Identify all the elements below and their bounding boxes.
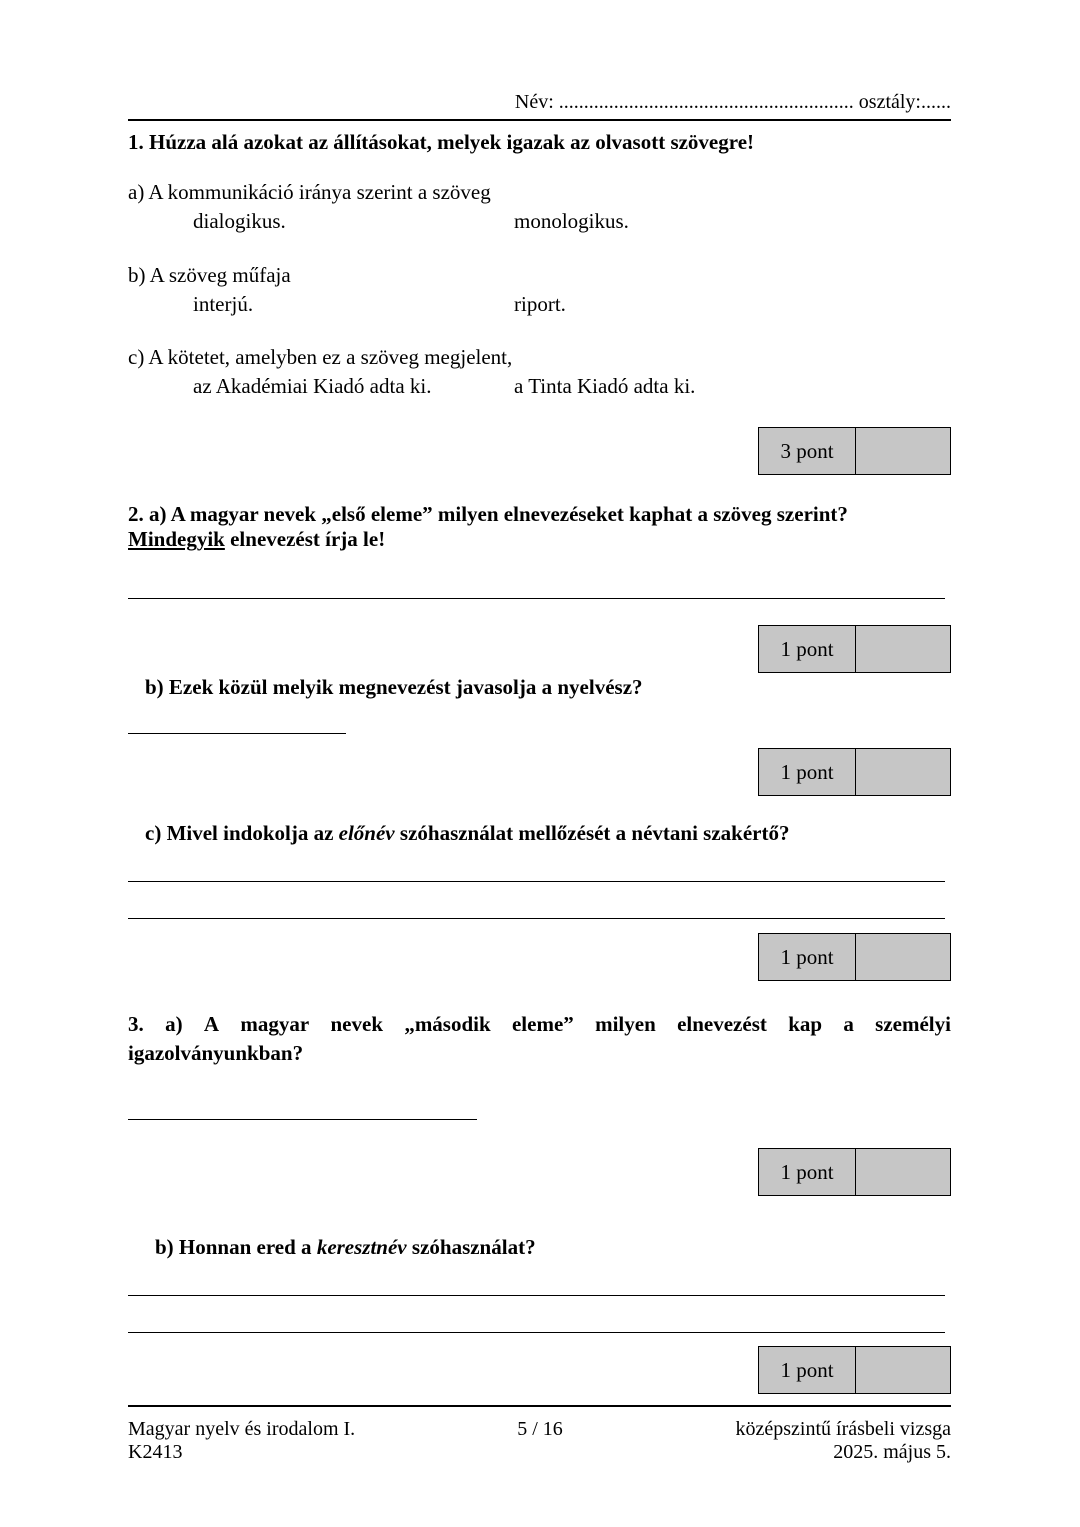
q3-a-word: elnevezést (677, 1012, 767, 1036)
score-input[interactable] (856, 428, 950, 474)
footer-page-number: 5 / 16 (517, 1418, 563, 1440)
q2-a-score-box (758, 625, 951, 673)
q3-a-word: a (843, 1012, 854, 1036)
q1-score-box (758, 427, 951, 475)
q3-a-question (128, 1012, 951, 1036)
q2-c-question (145, 821, 790, 845)
q3-a-word: kap (788, 1012, 823, 1036)
q2-c-text-pre: c) Mivel indokolja az (145, 821, 339, 845)
q3-a-word: magyar (240, 1012, 310, 1036)
score-input[interactable] (856, 1347, 950, 1393)
q1-a-option-dialogikus[interactable]: dialogikus. (193, 209, 286, 233)
q3-b-term: keresztnév (316, 1235, 407, 1259)
q2-c-text-post: szóhasználat mellőzését a névtani szakértő? (394, 821, 790, 845)
footer-code: K2413 (128, 1441, 183, 1463)
q1-a-stem: a) A kommunikáció iránya szerint a szöveg (128, 180, 491, 204)
q2-c-answer-line-1[interactable] (128, 881, 945, 882)
score-label: 1 pont (780, 1358, 834, 1382)
q3-a-word: 3. (128, 1012, 144, 1036)
name-class-field[interactable]: Név: ........................................................... osztály:...... (514, 91, 951, 113)
q2-a-instruction (128, 527, 385, 551)
score-label: 3 pont (780, 439, 834, 463)
q3-a-question-cont: igazolványunkban? (128, 1041, 304, 1065)
q1-b-option-interju[interactable]: interjú. (193, 292, 254, 316)
q3-a-word: nevek (330, 1012, 383, 1036)
q2-b-answer-line[interactable] (128, 733, 346, 734)
q3-a-score-box (758, 1148, 951, 1196)
q3-b-answer-line-1[interactable] (128, 1295, 945, 1296)
q3-a-word: „második (404, 1012, 491, 1036)
q1-a-option-monologikus[interactable]: monologikus. (514, 209, 629, 233)
q3-a-answer-line[interactable] (128, 1119, 477, 1120)
q3-a-word: személyi (875, 1012, 951, 1036)
q3-b-score-box (758, 1346, 951, 1394)
q3-a-word: eleme” (511, 1012, 574, 1036)
score-input[interactable] (856, 626, 950, 672)
q2-b-score-box (758, 748, 951, 796)
q1-b-option-riport[interactable]: riport. (514, 292, 566, 316)
q3-b-answer-line-2[interactable] (128, 1332, 945, 1333)
q1-title: 1. Húzza alá azokat az állításokat, melyek igazak az olvasott szövegre! (128, 130, 755, 154)
footer-rule (128, 1405, 951, 1407)
q3-b-text-post: szóhasználat? (406, 1235, 536, 1259)
score-input[interactable] (856, 749, 950, 795)
footer-date: 2025. május 5. (833, 1441, 951, 1463)
q3-a-word: A (203, 1012, 220, 1036)
q2-c-score-box (758, 933, 951, 981)
score-label: 1 pont (780, 945, 834, 969)
score-input[interactable] (856, 1149, 950, 1195)
header-rule (128, 119, 951, 121)
q1-c-option-akademiai[interactable]: az Akadémiai Kiadó adta ki. (193, 374, 432, 398)
footer-subject: Magyar nyelv és irodalom I. (128, 1418, 356, 1440)
q1-c-stem: c) A kötetet, amelyben ez a szöveg megjelent, (128, 345, 513, 369)
q1-c-option-tinta[interactable]: a Tinta Kiadó adta ki. (514, 374, 696, 398)
q2-a-answer-line[interactable] (128, 598, 945, 599)
q2-a-question: 2. a) A magyar nevek „első eleme” milyen elnevezéseket kaphat a szöveg szerint? (128, 502, 848, 526)
q2-c-answer-line-2[interactable] (128, 918, 945, 919)
q3-a-word: milyen (595, 1012, 656, 1036)
q1-b-stem: b) A szöveg műfaja (128, 263, 291, 287)
q2-a-instruction-rest: elnevezést írja le! (224, 527, 386, 551)
q3-b-question (155, 1235, 536, 1259)
q3-a-word: a) (165, 1012, 183, 1036)
score-label: 1 pont (780, 760, 834, 784)
q2-b-question: b) Ezek közül melyik megnevezést javasolja a nyelvész? (145, 675, 643, 699)
q2-a-emphasis: Mindegyik (128, 527, 225, 551)
score-label: 1 pont (780, 1160, 834, 1184)
footer-exam-type: középszintű írásbeli vizsga (735, 1418, 951, 1440)
q3-b-text-pre: b) Honnan ered a (155, 1235, 317, 1259)
q2-c-term: előnév (338, 821, 395, 845)
score-input[interactable] (856, 934, 950, 980)
score-label: 1 pont (780, 637, 834, 661)
